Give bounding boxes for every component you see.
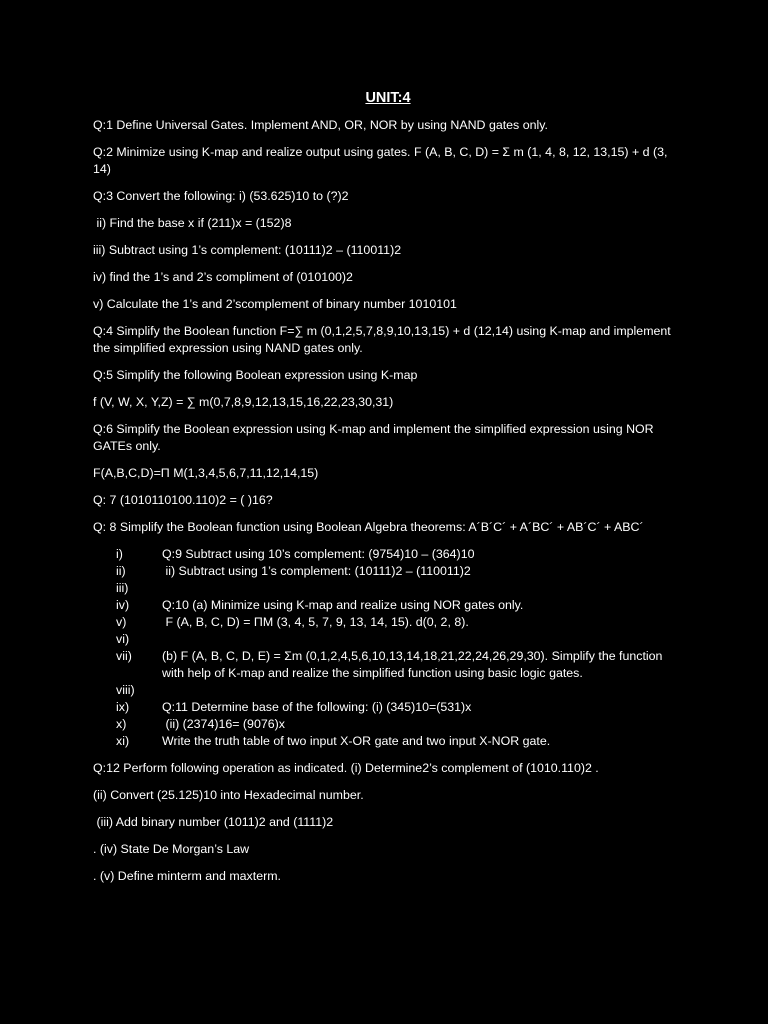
questions-top [93, 117, 683, 536]
question-3-part-ii: ii) Find the base x if (211)x = (152)8 [93, 216, 292, 230]
list-item [93, 682, 683, 699]
list-item-text: Write the truth table of two input X-OR gate and two input X-NOR gate. [162, 734, 551, 748]
list-item-text: Q:9 Subtract using 10’s complement: (9754)10 – (364)10 [162, 547, 475, 561]
list-item [93, 699, 683, 716]
question-4: Q:4 Simplify the Boolean function F=∑ m (0,1,2,5,7,8,9,10,13,15) + d (12,14) using K-map and implement the simplified expression using NAND gates only. [93, 324, 675, 355]
list-item [93, 597, 683, 614]
list-item [93, 580, 683, 597]
list-item [93, 614, 683, 631]
list-item-text: (ii) (2374)16= (9076)x [162, 717, 285, 731]
list-item-number: vi) [116, 632, 130, 646]
list-item-number: i) [116, 547, 123, 561]
question-3-part-iii: iii) Subtract using 1’s complement: (10111)2 – (110011)2 [93, 243, 402, 257]
list-item-text [162, 580, 683, 597]
list-item-text: (b) F (A, B, C, D, E) = Σm (0,1,2,4,5,6,10,13,14,18,21,22,24,26,29,30). Simplify the function with help of K-map and realize the simplified function using basic logic gates. [162, 649, 666, 680]
list-item-number: ix) [116, 700, 130, 714]
list-item [93, 733, 683, 750]
list-item-number: viii) [116, 683, 135, 697]
list-item [93, 546, 683, 563]
list-item [93, 563, 683, 580]
question-12-part-iii: (iii) Add binary number (1011)2 and (1111)2 [93, 815, 334, 829]
list-item-text [162, 682, 683, 699]
question-5-expression: f (V, W, X, Y,Z) = ∑ m(0,7,8,9,12,13,15,16,22,23,30,31) [93, 395, 394, 409]
list-item [93, 631, 683, 648]
question-5: Q:5 Simplify the following Boolean expression using K-map [93, 368, 418, 382]
list-item-number: iv) [116, 598, 130, 612]
list-item [93, 648, 683, 682]
question-12-part-ii: (ii) Convert (25.125)10 into Hexadecimal number. [93, 788, 364, 802]
question-12-part-v: . (v) Define minterm and maxterm. [93, 869, 281, 883]
list-item-text: ii) Subtract using 1’s complement: (10111)2 – (110011)2 [162, 564, 471, 578]
question-3-part-v: v) Calculate the 1’s and 2’scomplement of binary number 1010101 [93, 297, 457, 311]
question-1: Q:1 Define Universal Gates. Implement AND, OR, NOR by using NAND gates only. [93, 118, 548, 132]
list-item [93, 716, 683, 733]
question-7: Q: 7 (1010110100.110)2 = ( )16? [93, 493, 273, 507]
list-item-text: Q:11 Determine base of the following: (i) (345)10=(531)x [162, 700, 472, 714]
question-8: Q: 8 Simplify the Boolean function using Boolean Algebra theorems: A´B´C´ + A´BC´ + AB´C´ + ABC´ [93, 520, 644, 534]
list-item-text: F (A, B, C, D) = ΠM (3, 4, 5, 7, 9, 13, 14, 15). d(0, 2, 8). [162, 615, 469, 629]
document-page [93, 88, 683, 895]
question-3-part-i: Q:3 Convert the following: i) (53.625)10 to (?)2 [93, 189, 349, 203]
question-2: Q:2 Minimize using K-map and realize output using gates. F (A, B, C, D) = Σ m (1, 4, 8, 12, 13,15) + d (3, 14) [93, 145, 671, 176]
list-item-number: v) [116, 615, 127, 629]
question-6-expression: F(A,B,C,D)=Π M(1,3,4,5,6,7,11,12,14,15) [93, 466, 319, 480]
question-12-part-iv: . (iv) State De Morgan’s Law [93, 842, 250, 856]
question-12: Q:12 Perform following operation as indicated. (i) Determine2’s complement of (1010.110)2 . [93, 761, 599, 775]
list-item-text: Q:10 (a) Minimize using K-map and realize using NOR gates only. [162, 598, 524, 612]
question-6: Q:6 Simplify the Boolean expression using K-map and implement the simplified expression using NOR GATEs only. [93, 422, 658, 453]
numbered-list [93, 546, 683, 750]
list-item-text [162, 631, 683, 648]
list-item-number: ii) [116, 564, 126, 578]
list-item-number: xi) [116, 734, 130, 748]
list-item-number: vii) [116, 649, 132, 663]
questions-bottom [93, 760, 683, 885]
page-title: UNIT:4 [365, 90, 411, 106]
question-3-part-iv: iv) find the 1’s and 2’s compliment of (010100)2 [93, 270, 353, 284]
list-item-number: x) [116, 717, 127, 731]
list-item-number: iii) [116, 581, 129, 595]
